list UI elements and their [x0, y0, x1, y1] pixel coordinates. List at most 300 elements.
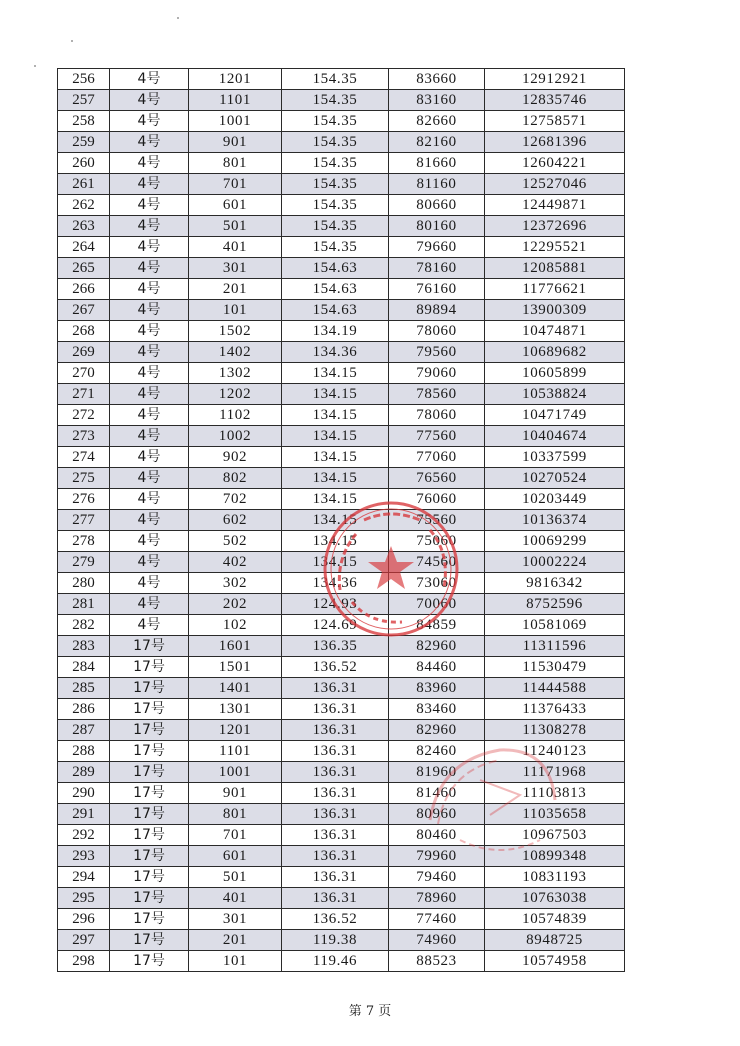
table-row: [58, 573, 625, 594]
room-cell: 701: [189, 825, 282, 846]
row-number-cell: 256: [58, 69, 110, 90]
row-number-cell: 278: [58, 531, 110, 552]
unit-price-cell: 82460: [389, 741, 485, 762]
table-row: [58, 300, 625, 321]
row-number-cell: 282: [58, 615, 110, 636]
unit-price-cell: 76060: [389, 489, 485, 510]
building-cell: 17号: [110, 783, 189, 804]
total-price-cell: 10899348: [485, 846, 625, 867]
table-row: [58, 951, 625, 972]
unit-price-cell: 79660: [389, 237, 485, 258]
table-row: [58, 153, 625, 174]
room-cell: 1201: [189, 720, 282, 741]
area-cell: 134.15: [282, 363, 389, 384]
building-cell: 17号: [110, 720, 189, 741]
building-cell: 17号: [110, 678, 189, 699]
area-cell: 154.35: [282, 174, 389, 195]
row-number-cell: 267: [58, 300, 110, 321]
unit-price-cell: 74960: [389, 930, 485, 951]
row-number-cell: 269: [58, 342, 110, 363]
room-cell: 601: [189, 195, 282, 216]
area-cell: 154.35: [282, 216, 389, 237]
area-cell: 134.36: [282, 573, 389, 594]
row-number-cell: 287: [58, 720, 110, 741]
building-cell: 17号: [110, 867, 189, 888]
building-cell: 17号: [110, 636, 189, 657]
area-cell: 136.31: [282, 678, 389, 699]
total-price-cell: 10474871: [485, 321, 625, 342]
table-row: [58, 783, 625, 804]
total-price-cell: 11530479: [485, 657, 625, 678]
area-cell: 136.52: [282, 909, 389, 930]
unit-price-cell: 81660: [389, 153, 485, 174]
table-row: [58, 90, 625, 111]
row-number-cell: 279: [58, 552, 110, 573]
area-cell: 154.63: [282, 300, 389, 321]
building-cell: 4号: [110, 615, 189, 636]
total-price-cell: 12835746: [485, 90, 625, 111]
room-cell: 601: [189, 846, 282, 867]
area-cell: 134.19: [282, 321, 389, 342]
building-cell: 4号: [110, 426, 189, 447]
unit-price-cell: 83460: [389, 699, 485, 720]
room-cell: 1101: [189, 90, 282, 111]
row-number-cell: 292: [58, 825, 110, 846]
area-cell: 136.31: [282, 720, 389, 741]
row-number-cell: 284: [58, 657, 110, 678]
building-cell: 4号: [110, 447, 189, 468]
unit-price-cell: 70060: [389, 594, 485, 615]
area-cell: 134.15: [282, 405, 389, 426]
room-cell: 1601: [189, 636, 282, 657]
room-cell: 502: [189, 531, 282, 552]
area-cell: 136.35: [282, 636, 389, 657]
area-cell: 154.35: [282, 90, 389, 111]
table-row: [58, 636, 625, 657]
total-price-cell: 11308278: [485, 720, 625, 741]
unit-price-cell: 73060: [389, 573, 485, 594]
table-row: [58, 237, 625, 258]
building-cell: 4号: [110, 90, 189, 111]
room-cell: 302: [189, 573, 282, 594]
room-cell: 401: [189, 237, 282, 258]
row-number-cell: 258: [58, 111, 110, 132]
room-cell: 1002: [189, 426, 282, 447]
table-row: [58, 321, 625, 342]
building-cell: 4号: [110, 510, 189, 531]
building-cell: 4号: [110, 531, 189, 552]
area-cell: 154.63: [282, 279, 389, 300]
unit-price-cell: 80460: [389, 825, 485, 846]
area-cell: 134.36: [282, 342, 389, 363]
total-price-cell: 10831193: [485, 867, 625, 888]
room-cell: 301: [189, 258, 282, 279]
unit-price-cell: 78560: [389, 384, 485, 405]
area-cell: 134.15: [282, 510, 389, 531]
building-cell: 17号: [110, 657, 189, 678]
building-cell: 4号: [110, 279, 189, 300]
building-cell: 4号: [110, 594, 189, 615]
unit-price-cell: 80160: [389, 216, 485, 237]
total-price-cell: 11376433: [485, 699, 625, 720]
table-row: [58, 531, 625, 552]
room-cell: 1401: [189, 678, 282, 699]
room-cell: 102: [189, 615, 282, 636]
table-row: [58, 804, 625, 825]
building-cell: 4号: [110, 258, 189, 279]
area-cell: 154.35: [282, 132, 389, 153]
room-cell: 602: [189, 510, 282, 531]
building-cell: 4号: [110, 300, 189, 321]
row-number-cell: 294: [58, 867, 110, 888]
table-row: [58, 867, 625, 888]
area-cell: 134.15: [282, 552, 389, 573]
building-cell: 17号: [110, 699, 189, 720]
row-number-cell: 283: [58, 636, 110, 657]
room-cell: 1101: [189, 741, 282, 762]
row-number-cell: 265: [58, 258, 110, 279]
unit-price-cell: 89894: [389, 300, 485, 321]
area-cell: 119.46: [282, 951, 389, 972]
row-number-cell: 271: [58, 384, 110, 405]
table-row: [58, 426, 625, 447]
room-cell: 201: [189, 279, 282, 300]
total-price-cell: 12681396: [485, 132, 625, 153]
table-row: [58, 216, 625, 237]
table-row: [58, 930, 625, 951]
total-price-cell: 10404674: [485, 426, 625, 447]
area-cell: 136.31: [282, 804, 389, 825]
room-cell: 1502: [189, 321, 282, 342]
room-cell: 101: [189, 951, 282, 972]
building-cell: 17号: [110, 762, 189, 783]
room-cell: 1001: [189, 762, 282, 783]
table-row: [58, 510, 625, 531]
row-number-cell: 281: [58, 594, 110, 615]
area-cell: 154.35: [282, 69, 389, 90]
price-table: [57, 68, 625, 972]
area-cell: 134.15: [282, 384, 389, 405]
room-cell: 701: [189, 174, 282, 195]
total-price-cell: 11035658: [485, 804, 625, 825]
unit-price-cell: 75560: [389, 510, 485, 531]
table-row: [58, 888, 625, 909]
room-cell: 702: [189, 489, 282, 510]
room-cell: 1201: [189, 69, 282, 90]
building-cell: 17号: [110, 825, 189, 846]
room-cell: 1501: [189, 657, 282, 678]
row-number-cell: 263: [58, 216, 110, 237]
unit-price-cell: 75060: [389, 531, 485, 552]
total-price-cell: 10574839: [485, 909, 625, 930]
total-price-cell: 11444588: [485, 678, 625, 699]
area-cell: 136.31: [282, 846, 389, 867]
total-price-cell: 10136374: [485, 510, 625, 531]
unit-price-cell: 78960: [389, 888, 485, 909]
room-cell: 802: [189, 468, 282, 489]
row-number-cell: 270: [58, 363, 110, 384]
unit-price-cell: 79060: [389, 363, 485, 384]
row-number-cell: 289: [58, 762, 110, 783]
table-row: [58, 846, 625, 867]
total-price-cell: 11171968: [485, 762, 625, 783]
table-row: [58, 279, 625, 300]
building-cell: 4号: [110, 153, 189, 174]
room-cell: 201: [189, 930, 282, 951]
unit-price-cell: 78060: [389, 321, 485, 342]
building-cell: 17号: [110, 888, 189, 909]
row-number-cell: 285: [58, 678, 110, 699]
building-cell: 4号: [110, 237, 189, 258]
unit-price-cell: 88523: [389, 951, 485, 972]
area-cell: 154.35: [282, 153, 389, 174]
unit-price-cell: 83660: [389, 69, 485, 90]
table-row: [58, 909, 625, 930]
total-price-cell: 10069299: [485, 531, 625, 552]
table-row: [58, 657, 625, 678]
total-price-cell: 10270524: [485, 468, 625, 489]
unit-price-cell: 78060: [389, 405, 485, 426]
building-cell: 4号: [110, 552, 189, 573]
unit-price-cell: 82160: [389, 132, 485, 153]
unit-price-cell: 82960: [389, 636, 485, 657]
unit-price-cell: 80960: [389, 804, 485, 825]
room-cell: 501: [189, 867, 282, 888]
unit-price-cell: 77060: [389, 447, 485, 468]
area-cell: 136.52: [282, 657, 389, 678]
unit-price-cell: 77560: [389, 426, 485, 447]
building-cell: 4号: [110, 216, 189, 237]
building-cell: 17号: [110, 909, 189, 930]
unit-price-cell: 81460: [389, 783, 485, 804]
total-price-cell: 10471749: [485, 405, 625, 426]
row-number-cell: 277: [58, 510, 110, 531]
area-cell: 136.31: [282, 867, 389, 888]
total-price-cell: 10002224: [485, 552, 625, 573]
row-number-cell: 273: [58, 426, 110, 447]
room-cell: 902: [189, 447, 282, 468]
table-row: [58, 699, 625, 720]
table-row: [58, 384, 625, 405]
area-cell: 134.15: [282, 426, 389, 447]
row-number-cell: 261: [58, 174, 110, 195]
total-price-cell: 12527046: [485, 174, 625, 195]
building-cell: 4号: [110, 69, 189, 90]
total-price-cell: 11240123: [485, 741, 625, 762]
price-table-body: [58, 69, 625, 972]
scan-speck: [34, 65, 36, 67]
total-price-cell: 10689682: [485, 342, 625, 363]
table-row: [58, 741, 625, 762]
table-row: [58, 174, 625, 195]
building-cell: 17号: [110, 741, 189, 762]
unit-price-cell: 77460: [389, 909, 485, 930]
building-cell: 17号: [110, 804, 189, 825]
row-number-cell: 259: [58, 132, 110, 153]
row-number-cell: 268: [58, 321, 110, 342]
table-row: [58, 69, 625, 90]
building-cell: 4号: [110, 384, 189, 405]
row-number-cell: 257: [58, 90, 110, 111]
table-row: [58, 594, 625, 615]
room-cell: 1202: [189, 384, 282, 405]
total-price-cell: 12604221: [485, 153, 625, 174]
table-row: [58, 342, 625, 363]
total-price-cell: 13900309: [485, 300, 625, 321]
table-row: [58, 405, 625, 426]
unit-price-cell: 76560: [389, 468, 485, 489]
row-number-cell: 264: [58, 237, 110, 258]
building-cell: 17号: [110, 846, 189, 867]
building-cell: 4号: [110, 363, 189, 384]
area-cell: 154.35: [282, 237, 389, 258]
building-cell: 17号: [110, 951, 189, 972]
table-row: [58, 363, 625, 384]
area-cell: 134.15: [282, 468, 389, 489]
building-cell: 4号: [110, 468, 189, 489]
table-row: [58, 615, 625, 636]
page-number: 第 7 页: [348, 1004, 392, 1019]
building-cell: 4号: [110, 174, 189, 195]
area-cell: 119.38: [282, 930, 389, 951]
room-cell: 1301: [189, 699, 282, 720]
area-cell: 136.31: [282, 825, 389, 846]
area-cell: 136.31: [282, 762, 389, 783]
table-row: [58, 762, 625, 783]
area-cell: 134.15: [282, 489, 389, 510]
total-price-cell: 12372696: [485, 216, 625, 237]
total-price-cell: 11103813: [485, 783, 625, 804]
unit-price-cell: 81160: [389, 174, 485, 195]
room-cell: 402: [189, 552, 282, 573]
total-price-cell: 12912921: [485, 69, 625, 90]
building-cell: 4号: [110, 342, 189, 363]
total-price-cell: 12449871: [485, 195, 625, 216]
total-price-cell: 12295521: [485, 237, 625, 258]
total-price-cell: 12085881: [485, 258, 625, 279]
total-price-cell: 10538824: [485, 384, 625, 405]
row-number-cell: 291: [58, 804, 110, 825]
room-cell: 901: [189, 132, 282, 153]
unit-price-cell: 76160: [389, 279, 485, 300]
table-row: [58, 720, 625, 741]
area-cell: 154.35: [282, 195, 389, 216]
building-cell: 17号: [110, 930, 189, 951]
room-cell: 1001: [189, 111, 282, 132]
total-price-cell: 11776621: [485, 279, 625, 300]
building-cell: 4号: [110, 195, 189, 216]
total-price-cell: 9816342: [485, 573, 625, 594]
room-cell: 101: [189, 300, 282, 321]
row-number-cell: 298: [58, 951, 110, 972]
room-cell: 1402: [189, 342, 282, 363]
room-cell: 401: [189, 888, 282, 909]
unit-price-cell: 79560: [389, 342, 485, 363]
total-price-cell: 10581069: [485, 615, 625, 636]
row-number-cell: 293: [58, 846, 110, 867]
area-cell: 154.63: [282, 258, 389, 279]
building-cell: 4号: [110, 111, 189, 132]
total-price-cell: 10763038: [485, 888, 625, 909]
table-row: [58, 552, 625, 573]
row-number-cell: 280: [58, 573, 110, 594]
room-cell: 501: [189, 216, 282, 237]
total-price-cell: 8752596: [485, 594, 625, 615]
table-row: [58, 258, 625, 279]
unit-price-cell: 79460: [389, 867, 485, 888]
building-cell: 4号: [110, 405, 189, 426]
room-cell: 301: [189, 909, 282, 930]
row-number-cell: 286: [58, 699, 110, 720]
row-number-cell: 274: [58, 447, 110, 468]
building-cell: 4号: [110, 489, 189, 510]
row-number-cell: 290: [58, 783, 110, 804]
scan-speck: [177, 17, 179, 19]
area-cell: 124.69: [282, 615, 389, 636]
table-row: [58, 825, 625, 846]
row-number-cell: 297: [58, 930, 110, 951]
unit-price-cell: 83960: [389, 678, 485, 699]
room-cell: 202: [189, 594, 282, 615]
total-price-cell: 12758571: [485, 111, 625, 132]
unit-price-cell: 83160: [389, 90, 485, 111]
table-row: [58, 489, 625, 510]
unit-price-cell: 82960: [389, 720, 485, 741]
total-price-cell: 10967503: [485, 825, 625, 846]
area-cell: 124.93: [282, 594, 389, 615]
row-number-cell: 288: [58, 741, 110, 762]
row-number-cell: 262: [58, 195, 110, 216]
area-cell: 136.31: [282, 888, 389, 909]
area-cell: 136.31: [282, 783, 389, 804]
total-price-cell: 10574958: [485, 951, 625, 972]
area-cell: 134.15: [282, 447, 389, 468]
total-price-cell: 8948725: [485, 930, 625, 951]
area-cell: 154.35: [282, 111, 389, 132]
table-row: [58, 468, 625, 489]
table-row: [58, 447, 625, 468]
area-cell: 136.31: [282, 741, 389, 762]
total-price-cell: 10337599: [485, 447, 625, 468]
table-row: [58, 111, 625, 132]
total-price-cell: 11311596: [485, 636, 625, 657]
area-cell: 136.31: [282, 699, 389, 720]
unit-price-cell: 84859: [389, 615, 485, 636]
unit-price-cell: 80660: [389, 195, 485, 216]
row-number-cell: 272: [58, 405, 110, 426]
row-number-cell: 260: [58, 153, 110, 174]
unit-price-cell: 78160: [389, 258, 485, 279]
table-row: [58, 678, 625, 699]
unit-price-cell: 79960: [389, 846, 485, 867]
room-cell: 801: [189, 153, 282, 174]
unit-price-cell: 84460: [389, 657, 485, 678]
building-cell: 4号: [110, 132, 189, 153]
row-number-cell: 295: [58, 888, 110, 909]
room-cell: 1302: [189, 363, 282, 384]
scan-speck: [71, 40, 73, 42]
row-number-cell: 276: [58, 489, 110, 510]
row-number-cell: 296: [58, 909, 110, 930]
table-row: [58, 195, 625, 216]
total-price-cell: 10605899: [485, 363, 625, 384]
row-number-cell: 275: [58, 468, 110, 489]
room-cell: 901: [189, 783, 282, 804]
table-row: [58, 132, 625, 153]
building-cell: 4号: [110, 321, 189, 342]
area-cell: 134.15: [282, 531, 389, 552]
total-price-cell: 10203449: [485, 489, 625, 510]
